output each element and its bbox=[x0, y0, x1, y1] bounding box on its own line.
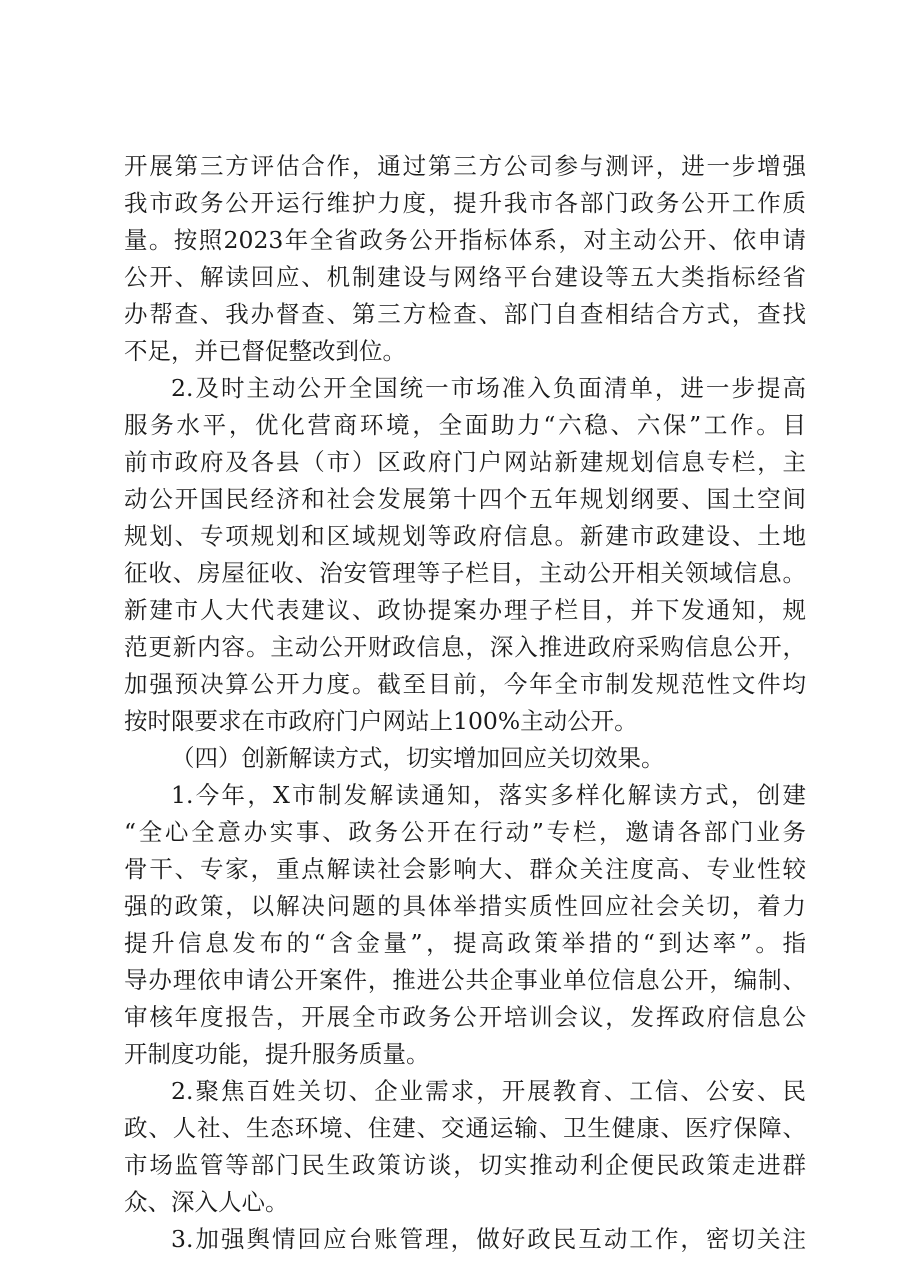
text-line: 市场监管等部门民生政策访谈，切实推动利企便民政策走进群 bbox=[124, 1151, 806, 1179]
document-body bbox=[124, 148, 806, 1258]
text-line: 征收、房屋征收、治安管理等子栏目，主动公开相关领域信息。 bbox=[124, 559, 806, 587]
text-line: 众、深入人心。 bbox=[124, 1188, 289, 1216]
text-line: 开制度功能，提升服务质量。 bbox=[124, 1040, 430, 1068]
text-line: “全心全意办实事、政务公开在行动”专栏，邀请各部门业务 bbox=[124, 818, 806, 846]
text-line: 按时限要求在市政府门户网站上100%主动公开。 bbox=[124, 707, 638, 735]
text-line: 1.今年，X市制发解读通知，落实多样化解读方式，创建 bbox=[171, 781, 806, 809]
text-line: 规划、专项规划和区域规划等政府信息。新建市政建设、土地 bbox=[124, 522, 806, 550]
text-line: 强的政策，以解决问题的具体举措实质性回应社会关切，着力 bbox=[124, 892, 806, 920]
text-line: 骨干、专家，重点解读社会影响大、群众关注度高、专业性较 bbox=[124, 855, 806, 883]
text-line: 办帮查、我办督查、第三方检查、部门自查相结合方式，查找 bbox=[124, 300, 806, 328]
text-line: 我市政务公开运行维护力度，提升我市各部门政务公开工作质 bbox=[124, 189, 806, 217]
text-line: 审核年度报告，开展全市政务公开培训会议，发挥政府信息公 bbox=[124, 1003, 806, 1031]
text-line: 公开、解读回应、机制建设与网络平台建设等五大类指标经省 bbox=[124, 263, 806, 291]
text-line: 政、人社、生态环境、住建、交通运输、卫生健康、医疗保障、 bbox=[124, 1114, 806, 1142]
text-line: 前市政府及各县（市）区政府门户网站新建规划信息专栏，主 bbox=[124, 448, 806, 476]
text-line: 服务水平，优化营商环境，全面助力“六稳、六保”工作。目 bbox=[124, 411, 806, 439]
text-line: 不足，并已督促整改到位。 bbox=[124, 337, 406, 365]
text-line: （四）创新解读方式，切实增加回应关切效果。 bbox=[171, 744, 665, 772]
text-line: 加强预决算公开力度。截至目前，今年全市制发规范性文件均 bbox=[124, 670, 806, 698]
text-line: 2.及时主动公开全国统一市场准入负面清单，进一步提高 bbox=[171, 374, 806, 402]
text-line: 范更新内容。主动公开财政信息，深入推进政府采购信息公开， bbox=[124, 633, 806, 661]
text-line: 2.聚焦百姓关切、企业需求，开展教育、工信、公安、民 bbox=[171, 1077, 806, 1105]
text-line: 动公开国民经济和社会发展第十四个五年规划纲要、国土空间 bbox=[124, 485, 806, 513]
text-line: 新建市人大代表建议、政协提案办理子栏目，并下发通知，规 bbox=[124, 596, 806, 624]
text-line: 提升信息发布的“含金量”，提高政策举措的“到达率”。指 bbox=[124, 929, 806, 957]
text-line: 量。按照2023年全省政务公开指标体系，对主动公开、依申请 bbox=[124, 226, 806, 254]
text-line: 3.加强舆情回应台账管理，做好政民互动工作，密切关注 bbox=[171, 1225, 806, 1253]
text-line: 开展第三方评估合作，通过第三方公司参与测评，进一步增强 bbox=[124, 152, 806, 180]
text-line: 导办理依申请公开案件，推进公共企事业单位信息公开，编制、 bbox=[124, 966, 806, 994]
